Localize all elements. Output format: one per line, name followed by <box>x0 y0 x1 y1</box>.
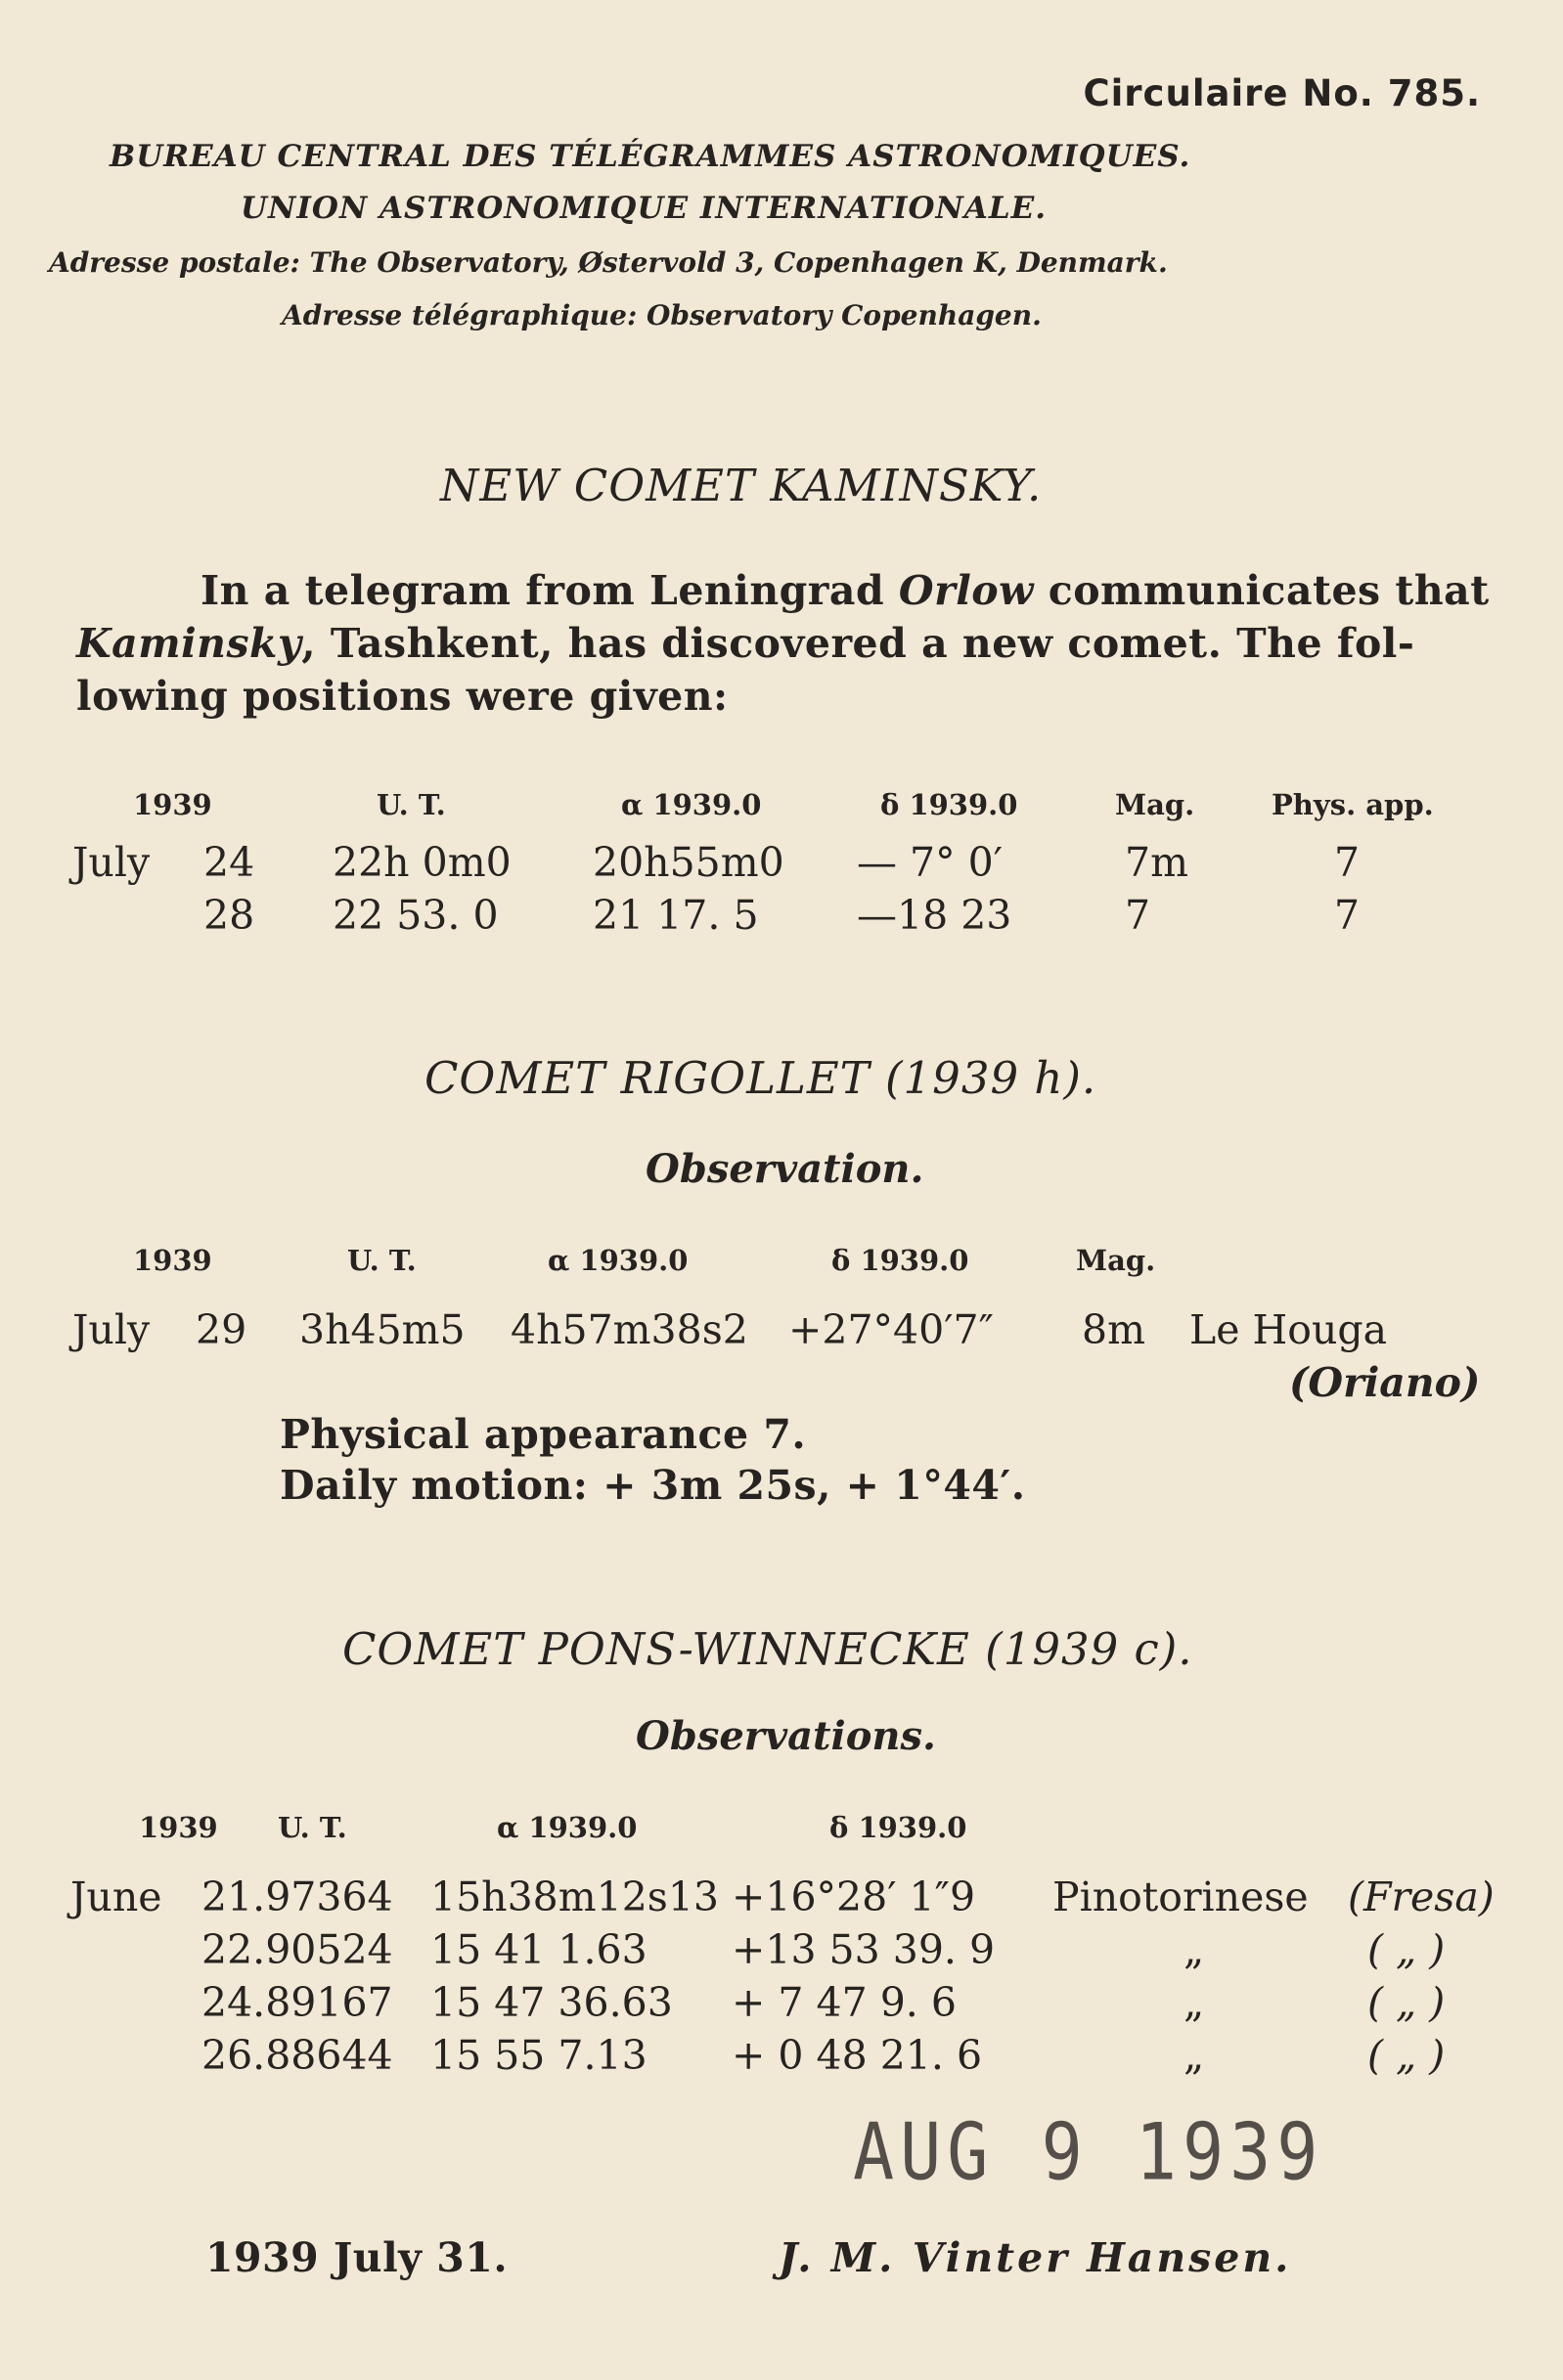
table3-row4-station: „ <box>1183 2032 1205 2079</box>
table1-header-ra: α 1939.0 <box>621 788 762 821</box>
table1-row1-mag: 7m <box>1125 839 1188 886</box>
table1-row2-ra: 21 17. 5 <box>593 892 759 939</box>
table3-row4-ra: 15 55 7.13 <box>430 2032 648 2079</box>
section-title-kaminsky: NEW COMET KAMINSKY. <box>440 460 1043 511</box>
table2-month: July <box>72 1306 151 1353</box>
table2-dec: +27°40′7″ <box>788 1306 994 1353</box>
table3-row2-ut: 22.90524 <box>201 1926 393 1973</box>
table2-observer: (Oriano) <box>1289 1359 1481 1406</box>
issue-date: 1939 July 31. <box>205 2234 509 2281</box>
para-text: , Tashkent, has discovered a new comet. The fol- <box>301 620 1415 667</box>
para-text: In a telegram from Leningrad <box>201 567 899 614</box>
circular-number: Circulaire No. 785. <box>1083 72 1481 114</box>
table1-row2-dec: —18 23 <box>857 892 1012 939</box>
table1-header-phys: Phys. app. <box>1272 788 1434 821</box>
table3-row2-observer: ( „ ) <box>1367 1926 1446 1973</box>
bureau-title: BUREAU CENTRAL DES TÉLÉGRAMMES ASTRONOMIQUES. <box>110 139 1191 174</box>
table3-row1-station: Pinotorinese <box>1052 1873 1309 1920</box>
table3-row1-observer: (Fresa) <box>1348 1873 1495 1920</box>
table3-header-ra: α 1939.0 <box>497 1811 638 1844</box>
table1-row2-phys: 7 <box>1334 892 1361 939</box>
table3-row3-observer: ( „ ) <box>1367 1979 1446 2026</box>
table2-header-dec: δ 1939.0 <box>831 1244 969 1277</box>
para-text: communicates that <box>1033 567 1490 614</box>
table3-row2-dec: +13 53 39. 9 <box>732 1926 996 1973</box>
table1-row1-phys: 7 <box>1334 839 1361 886</box>
table2-station: Le Houga <box>1189 1306 1388 1353</box>
section-subtitle-observation: Observation. <box>646 1146 924 1192</box>
table2-header-ut: U. T. <box>347 1244 417 1277</box>
postal-address: Adresse postale: The Observatory, Østervold 3, Copenhagen K, Denmark. <box>49 246 1168 279</box>
table1-row2-mag: 7 <box>1125 892 1151 939</box>
table1-header-year: 1939 <box>133 788 212 821</box>
table3-row3-dec: + 7 47 9. 6 <box>732 1979 957 2026</box>
table3-row4-ut: 26.88644 <box>201 2032 393 2079</box>
table2-header-mag: Mag. <box>1076 1244 1156 1277</box>
table3-row1-month: June <box>70 1873 162 1920</box>
table2-mag: 8m <box>1082 1306 1145 1353</box>
table1-row2-day: 28 <box>203 892 255 939</box>
union-title: UNION ASTRONOMIQUE INTERNATIONALE. <box>241 191 1048 226</box>
telegraph-address: Adresse télégraphique: Observatory Copenhagen. <box>282 299 1042 331</box>
table1-row1-month: July <box>72 839 151 886</box>
paragraph-line-3: lowing positions were given: <box>76 673 729 720</box>
section-title-pons-winnecke: COMET PONS-WINNECKE (1939 c). <box>342 1623 1193 1675</box>
table3-header-year: 1939 <box>139 1811 218 1844</box>
table3-header-dec: δ 1939.0 <box>829 1811 967 1844</box>
table1-row1-dec: — 7° 0′ <box>857 839 1004 886</box>
table3-row1-ra: 15h38m12s13 <box>430 1873 720 1920</box>
table1-header-dec: δ 1939.0 <box>880 788 1018 821</box>
section-title-rigollet: COMET RIGOLLET (1939 h). <box>424 1052 1097 1104</box>
paragraph-line-2 <box>76 617 1414 671</box>
table2-day: 29 <box>196 1306 247 1353</box>
table3-row4-observer: ( „ ) <box>1367 2032 1446 2079</box>
table3-row1-dec: +16°28′ 1″9 <box>732 1873 976 1920</box>
table3-row3-ra: 15 47 36.63 <box>430 1979 673 2026</box>
table3-row4-dec: + 0 48 21. 6 <box>732 2032 983 2079</box>
table2-ut: 3h45m5 <box>299 1306 466 1353</box>
received-date-stamp: AUG 9 1939 <box>853 2105 1324 2199</box>
signature: J. M. Vinter Hansen. <box>779 2234 1292 2281</box>
table3-header-ut: U. T. <box>278 1811 347 1844</box>
para-name-kaminsky: Kaminsky <box>76 620 302 667</box>
paragraph-line-1 <box>201 564 1490 618</box>
section-subtitle-observations: Observations. <box>636 1713 936 1759</box>
table3-row2-station: „ <box>1183 1926 1205 1973</box>
table2-header-year: 1939 <box>133 1244 212 1277</box>
table2-ra: 4h57m38s2 <box>511 1306 748 1353</box>
table1-row2-ut: 22 53. 0 <box>333 892 499 939</box>
table3-row1-ut: 21.97364 <box>201 1873 393 1920</box>
table3-row3-ut: 24.89167 <box>201 1979 393 2026</box>
para-name-orlow: Orlow <box>898 567 1034 614</box>
daily-motion: Daily motion: + 3m 25s, + 1°44′. <box>280 1462 1026 1509</box>
table1-header-mag: Mag. <box>1115 788 1195 821</box>
table3-row2-ra: 15 41 1.63 <box>430 1926 648 1973</box>
table2-header-ra: α 1939.0 <box>548 1244 689 1277</box>
table1-row1-day: 24 <box>203 839 255 886</box>
table1-header-ut: U. T. <box>377 788 446 821</box>
physical-appearance: Physical appearance 7. <box>280 1411 807 1458</box>
table1-row1-ra: 20h55m0 <box>593 839 784 886</box>
table1-row1-ut: 22h 0m0 <box>333 839 512 886</box>
table3-row3-station: „ <box>1183 1979 1205 2026</box>
